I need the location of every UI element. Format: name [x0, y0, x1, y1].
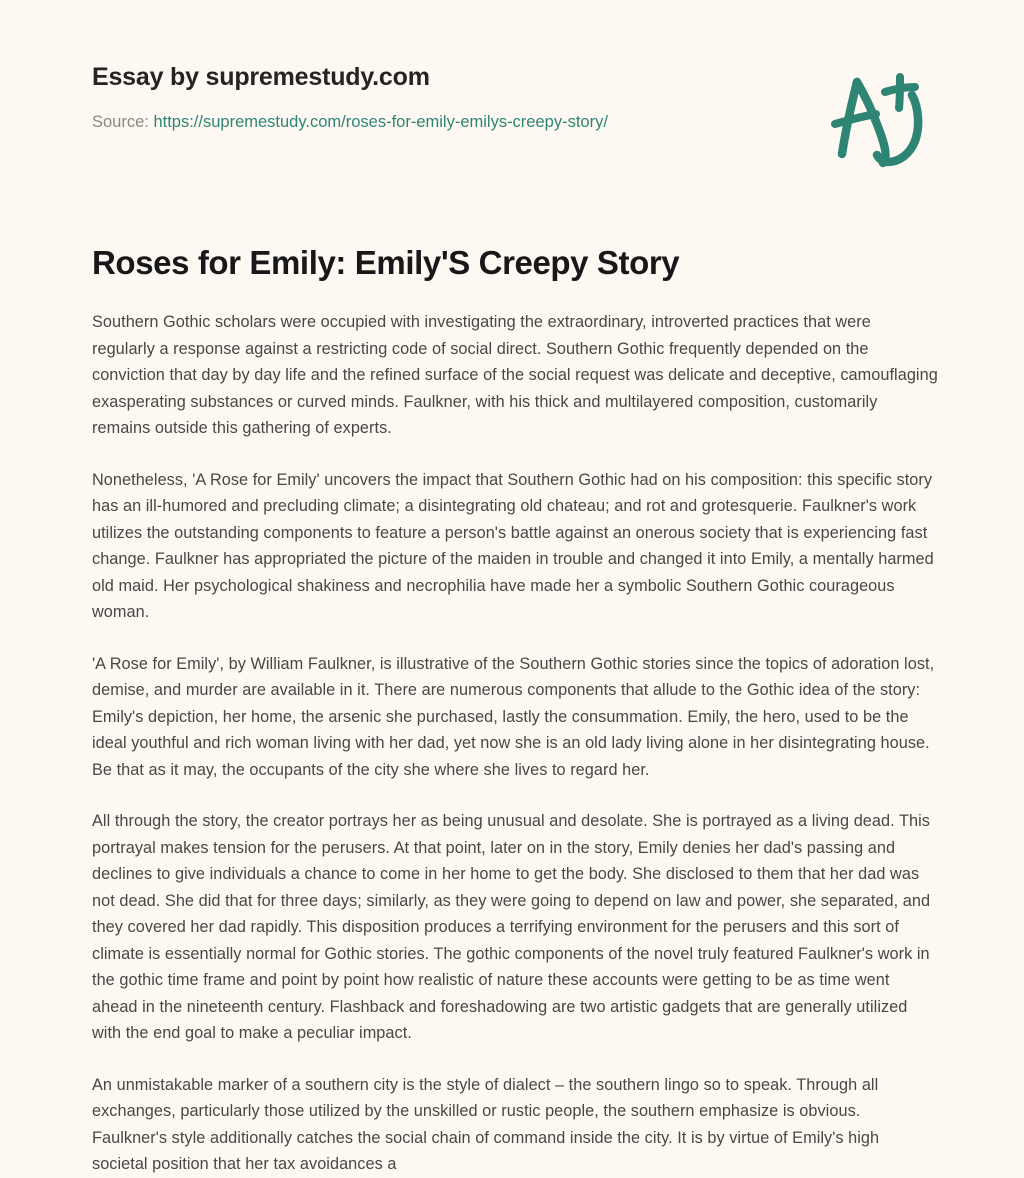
a-plus-logo-icon [816, 58, 946, 188]
page-title: Roses for Emily: Emily'S Creepy Story [92, 244, 680, 281]
paragraph: Southern Gothic scholars were occupied with investigating the extraordinary, introverted practices that were regularly a response against a restricting code of social direct. Southern Gothic frequently depended on the conviction that day by day life and the refined surface of the social request was delicate and deceptive, camouflaging exasperating substances or curved minds. Faulkner, with his thick and multilayered composition, customarily remains outside this gathering of experts. [92, 313, 938, 438]
article-body [92, 309, 938, 1178]
article-container [92, 200, 938, 1178]
paragraph: An unmistakable marker of a southern city is the style of dialect – the southern lingo so to speak. Through all exchanges, particularly those utilized by the unskilled or rustic people, the southern emphasize is obvious. Faulkner's style additionally catches the social chain of command inside the city. It is by virtue of Emily's high societal position that her tax avoidances a [92, 1075, 880, 1174]
essay-byline: Essay by supremestudy.com [92, 63, 430, 91]
paragraph: Nonetheless, 'A Rose for Emily' uncovers the impact that Southern Gothic had on his composition: this specific story has an ill-humored and precluding climate; a disintegrating old chateau; and rot and grotesquerie. Faulkner's work utilizes the outstanding components to feature a person's battle against an onerous society that is experiencing fast change. Faulkner has appropriated the picture of the maiden in trouble and changed it into Emily, a mentally harmed old maid. Her psychological shakiness and necrophilia have made her a symbolic Southern Gothic courageous woman. [92, 470, 934, 622]
source-label: Source: [92, 113, 154, 131]
header-text-block [92, 62, 608, 133]
paragraph: All through the story, the creator portrays her as being unusual and desolate. She is portrayed as a living dead. This portrayal makes tension for the perusers. At that point, later on in the story, Emily denies her dad's passing and declines to give individuals a chance to come in her home to get the body. She disclosed to them that her dad was not dead. She did that for three days; similarly, as they were going to depend on law and power, she separated, and they covered her dad rapidly. This disposition produces a terrifying environment for the perusers and this sort of climate is essentially normal for Gothic stories. The gothic components of the novel truly featured Faulkner's work in the gothic time frame and point by point how realistic of nature these accounts were getting to be as time went ahead in the nineteenth century. Flashback and foreshadowing are two artistic gadgets that are generally utilized with the end goal to make a peculiar impact. [92, 812, 931, 1043]
a-plus-logo-svg [816, 58, 946, 188]
source-line [92, 112, 608, 133]
source-url-link[interactable]: https://supremestudy.com/roses-for-emily-emilys-creepy-story/ [153, 113, 608, 131]
paragraph: 'A Rose for Emily', by William Faulkner, is illustrative of the Southern Gothic stories since the topics of adoration lost, demise, and murder are available in it. There are numerous components that allude to the Gothic idea of the story: Emily's depiction, her home, the arsenic she purchased, lastly the consummation. Emily, the hero, used to be the ideal youthful and rich woman living with her dad, yet now she is an old lady living alone in her disintegrating house. Be that as it may, the occupants of the city she where she lives to regard her. [92, 654, 935, 779]
